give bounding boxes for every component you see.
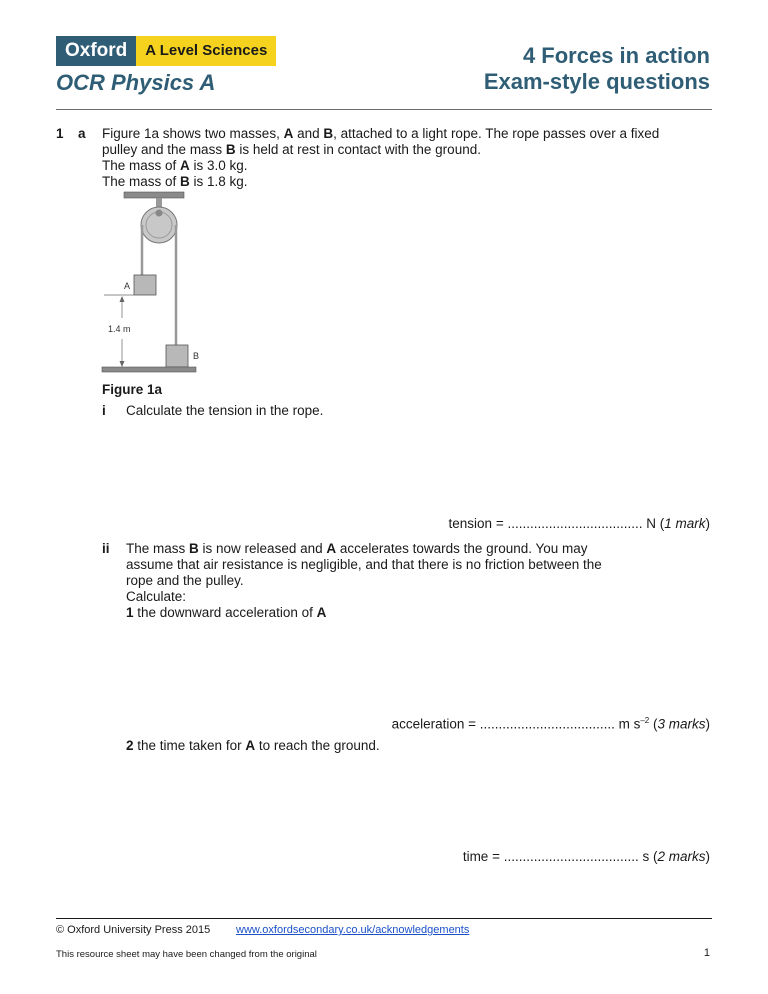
text-run: is 3.0 kg. bbox=[189, 158, 248, 173]
tension-answer-line: tension = .................................... N (1 mark) bbox=[448, 516, 710, 531]
question-number: 1 bbox=[56, 126, 64, 141]
bold-run: B bbox=[225, 142, 236, 157]
series-label: A Level Sciences bbox=[136, 36, 276, 66]
mass-b-block bbox=[166, 345, 188, 367]
bold-run: 2 bbox=[126, 738, 134, 753]
text-run: Figure 1a shows two masses, bbox=[102, 126, 284, 141]
subquestion-ii-label: ii bbox=[102, 541, 110, 556]
subquestion-i-text: Calculate the tension in the rope. bbox=[126, 403, 324, 418]
bold-run: 1 bbox=[126, 605, 134, 620]
intro-paragraph bbox=[102, 126, 682, 158]
text-run: to reach the ground. bbox=[255, 738, 380, 753]
question-intro bbox=[102, 126, 682, 190]
chapter-line-1: 4 Forces in action bbox=[522, 43, 710, 68]
subquestion-ii-paragraph bbox=[126, 541, 626, 589]
text-run: , attached to a light rope. The rope passes over a fixed pulley and the mass bbox=[102, 126, 660, 157]
bold-run: A bbox=[180, 158, 190, 173]
text-run: is now released and bbox=[198, 541, 327, 556]
question-part: a bbox=[78, 126, 86, 141]
bold-run: A bbox=[326, 541, 337, 556]
bold-run: A bbox=[245, 738, 256, 753]
mass-b-label: B bbox=[193, 351, 200, 361]
tension-marks: 1 mark bbox=[664, 516, 706, 531]
text-run: the time taken for bbox=[133, 738, 246, 753]
text-run: The mass bbox=[126, 541, 190, 556]
page-number: 1 bbox=[703, 947, 710, 959]
calculate-label: Calculate: bbox=[126, 589, 187, 604]
subject-title: OCR Physics A bbox=[56, 70, 216, 95]
chapter-line-2: Exam-style questions bbox=[483, 69, 710, 94]
header-rule bbox=[56, 109, 712, 110]
oxford-badge bbox=[56, 36, 276, 66]
acceleration-answer-space[interactable]: .................................... bbox=[479, 716, 615, 732]
time-answer-line: time = .................................... s (2 marks) bbox=[462, 849, 710, 864]
mass-a-block bbox=[134, 275, 156, 295]
brand-label: Oxford bbox=[56, 36, 136, 66]
text-run: is held at rest in contact with the ground. bbox=[235, 142, 481, 157]
acknowledgements-link[interactable]: www.oxfordsecondary.co.uk/acknowledgements bbox=[236, 924, 470, 936]
ground bbox=[102, 367, 196, 372]
figure-1a bbox=[98, 183, 208, 378]
pulley-diagram bbox=[98, 183, 208, 378]
time-marks: 2 marks bbox=[657, 849, 706, 864]
text-run: is 1.8 kg. bbox=[189, 174, 248, 189]
height-label: 1.4 m bbox=[108, 324, 131, 334]
mass-a-label: A bbox=[124, 281, 131, 291]
mass-a-line bbox=[102, 158, 682, 174]
bold-run: B bbox=[180, 174, 190, 189]
acceleration-marks: 3 marks bbox=[657, 716, 706, 732]
text-run: and bbox=[293, 126, 324, 141]
part-1-prompt bbox=[126, 605, 626, 621]
bold-run: B bbox=[189, 541, 199, 556]
text-run: The mass of bbox=[102, 158, 181, 173]
footer-copyright: © Oxford University Press 2015 bbox=[56, 924, 211, 936]
bold-run: A bbox=[283, 126, 294, 141]
chapter-title bbox=[484, 43, 710, 95]
footer-note: This resource sheet may have been changed from the original bbox=[56, 949, 317, 960]
text-run: accelerates towards the ground. You may assume that air resistance is negligible, and that there is no friction between the rope and the pulley. bbox=[126, 541, 602, 588]
subquestion-ii-text bbox=[126, 541, 626, 621]
footer-rule bbox=[56, 918, 712, 919]
time-answer-space[interactable]: .................................... bbox=[503, 849, 639, 864]
figure-caption: Figure 1a bbox=[102, 382, 163, 397]
bold-run: A bbox=[316, 605, 327, 620]
bold-run: B bbox=[323, 126, 334, 141]
subquestion-i-label: i bbox=[102, 403, 106, 418]
part-2-prompt bbox=[126, 738, 380, 754]
text-run: the downward acceleration of bbox=[133, 605, 317, 620]
ceiling-support bbox=[124, 192, 184, 198]
acceleration-answer-line: acceleration = .................................... m $s^{-2}$ (3 marks) bbox=[391, 716, 710, 732]
text-run: The mass of bbox=[102, 174, 181, 189]
tension-answer-space[interactable]: .................................... bbox=[507, 516, 643, 531]
